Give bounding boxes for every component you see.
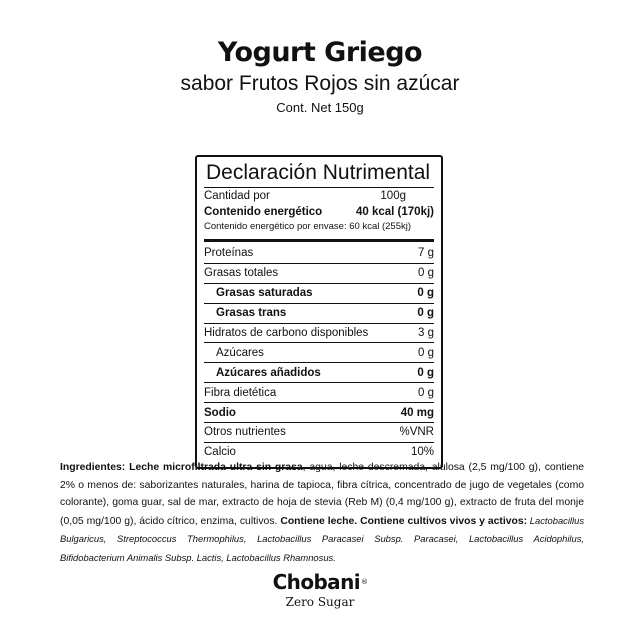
nutrient-row-protein — [204, 244, 434, 264]
panel-divider — [204, 239, 434, 242]
nutrient-value: 0 g — [417, 287, 434, 300]
energy-label: Contenido energético — [204, 206, 323, 218]
nutrient-value: 40 mg — [400, 406, 434, 419]
nutrition-panel-title: Declaración Nutrimental — [204, 160, 434, 188]
nutrient-value: 3 g — [418, 327, 434, 339]
nutrient-value: 0 g — [417, 366, 434, 379]
nutrient-value: 0 g — [418, 346, 434, 359]
nutrient-row-total-fat — [204, 264, 434, 284]
nutrient-label: Grasas trans — [216, 307, 287, 320]
nutrient-value: 0 g — [418, 267, 434, 280]
nutrient-value: 0 g — [417, 307, 434, 320]
serving-value: 100g — [380, 190, 406, 202]
nutrient-row-other — [204, 423, 434, 443]
ingredients-text — [60, 459, 584, 568]
nutrient-label: Proteínas — [204, 247, 254, 260]
brand-logo — [0, 570, 640, 594]
ingredients-lead: Leche microfiltrada ultra sin grasa — [129, 462, 303, 473]
nutrient-label: Calcio — [204, 446, 236, 459]
energy-pack-row — [204, 220, 434, 233]
nutrient-value: %VNR — [399, 426, 434, 439]
registered-mark: ® — [360, 578, 368, 586]
energy-pack-text: Contenido energético por envase: 60 kcal (255kj) — [204, 221, 412, 232]
product-subtitle: sabor Frutos Rojos sin azúcar — [180, 72, 460, 95]
brand-tagline: Zero Sugar — [285, 595, 355, 609]
allergen-statement: Contiene leche. Contiene cultivos vivos y activos: — [280, 515, 528, 527]
net-content: Cont. Net 150g — [276, 100, 364, 115]
product-title: Yogurt Griego — [217, 37, 423, 68]
nutrient-row-trans-fat — [204, 304, 434, 324]
nutrient-label: Grasas saturadas — [216, 287, 313, 300]
product-header — [0, 36, 640, 116]
serving-row — [204, 188, 434, 204]
nutrient-row-fiber — [204, 383, 434, 403]
nutrient-label: Grasas totales — [204, 267, 279, 280]
nutrient-value: 10% — [410, 446, 434, 459]
nutrient-label: Azúcares — [216, 346, 264, 359]
nutrient-label: Hidratos de carbono disponibles — [204, 327, 369, 339]
nutrient-row-sodium — [204, 403, 434, 423]
ingredients-body: , agua, leche descremada, alulosa (2,5 mg/100 g), contiene 2% o menos de: saborizantes naturales, harina de tapioca, fibra cítrica, concentrado de jugo de vegetales (como colorante), goma guar, sal de mar, extracto de hoja de stevia (Reb M) (0,4 mg/100 g), extracto de fruta del monje (0,05 mg/100 g), ácido cítrico, enzima, cultivos. — [60, 462, 585, 527]
nutrition-panel — [195, 155, 443, 469]
serving-label: Cantidad por — [204, 190, 270, 202]
nutrient-label: Fibra dietética — [204, 386, 277, 399]
nutrient-label: Azúcares añadidos — [216, 366, 321, 379]
nutrient-row-carbs — [204, 324, 434, 344]
ingredients-label: Ingredientes: — [60, 462, 126, 473]
cultures-list: Lactobacillus Bulgaricus, Streptococcus Thermophilus, Lactobacillus Paracasei Subsp. Paracasei, Lactobacillus Acidophilus, Bifidobacterium Animalis Subsp. Lactis, Lactobacillus Rhamnosus. — [60, 514, 585, 563]
nutrient-row-saturated-fat — [204, 284, 434, 304]
nutrient-row-added-sugars — [204, 363, 434, 383]
brand-name: Chobani — [272, 570, 360, 594]
nutrient-row-sugars — [204, 343, 434, 363]
nutrient-label: Otros nutrientes — [204, 426, 286, 439]
energy-value: 40 kcal (170kj) — [355, 206, 434, 218]
nutrient-value: 7 g — [418, 247, 434, 260]
brand-block — [0, 570, 640, 610]
nutrient-label: Sodio — [204, 406, 236, 419]
energy-row — [204, 204, 434, 220]
nutrient-value: 0 g — [418, 386, 434, 399]
